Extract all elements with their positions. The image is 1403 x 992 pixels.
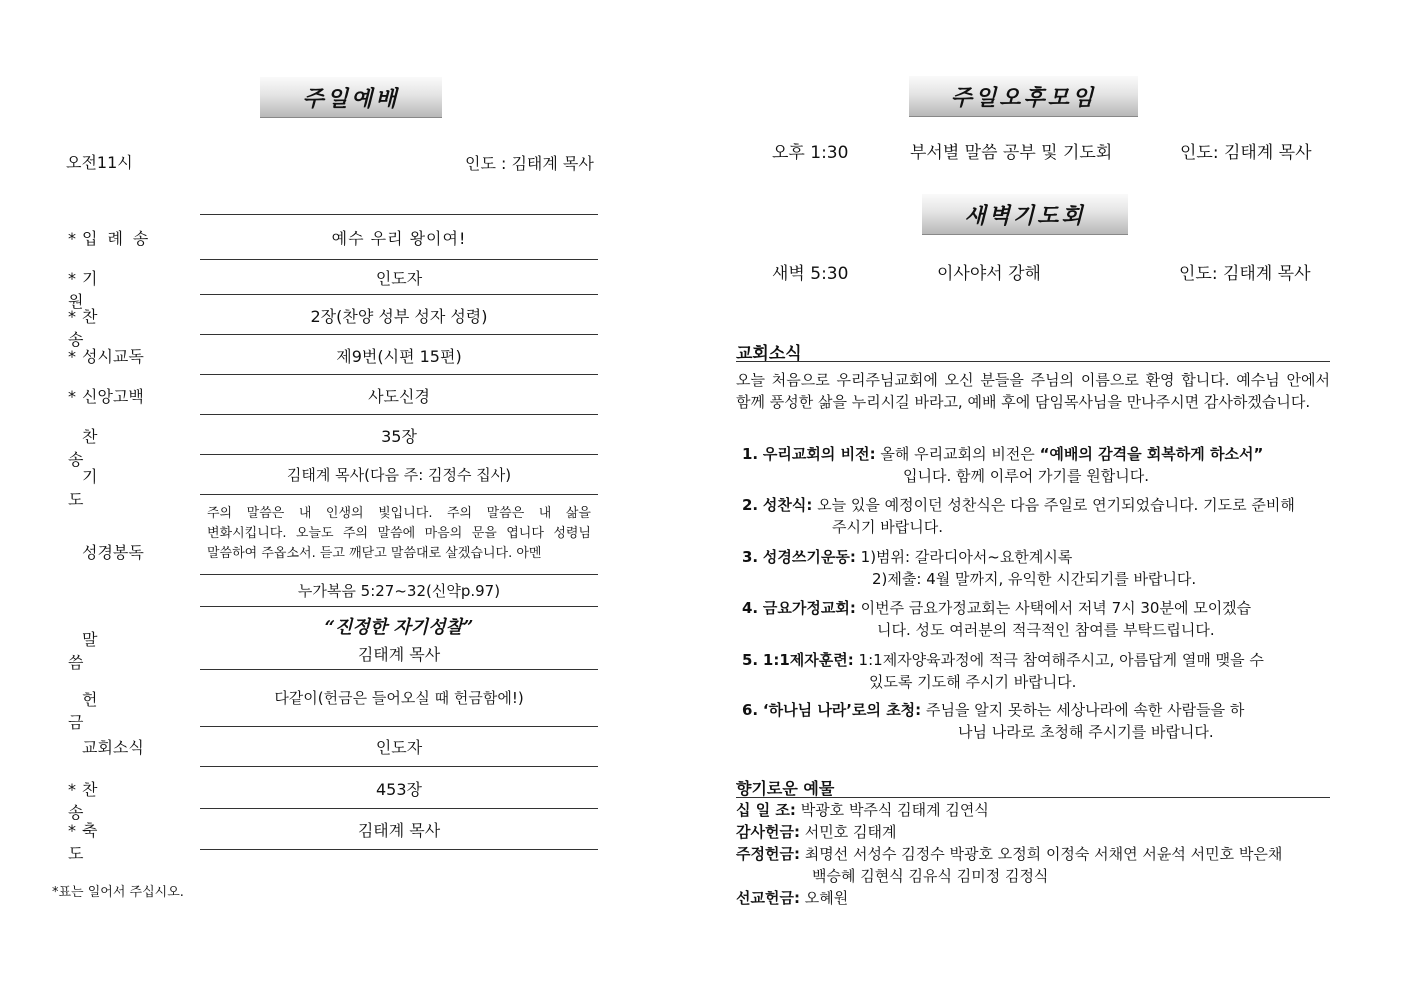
afternoon-banner: 주일오후모임 bbox=[909, 76, 1138, 117]
order-value: 35장 bbox=[381, 427, 417, 446]
dawn-leader: 인도: 김태계 목사 bbox=[1179, 264, 1311, 284]
order-label: * 신앙고백 bbox=[68, 387, 144, 406]
order-value: 예수 우리 왕이여! bbox=[331, 229, 467, 248]
gift-row: 십 일 조: 박광호 박주식 김태계 김연식 bbox=[736, 801, 989, 819]
news-item: 2. 성찬식: 오늘 있을 예정이던 성찬식은 다음 주일로 연기되었습니다. 기도로 준비해 주시기 바랍니다. bbox=[742, 496, 1295, 536]
divider bbox=[200, 726, 598, 727]
divider bbox=[200, 214, 598, 215]
order-label: 찬송 bbox=[68, 427, 132, 469]
order-label: * 찬송 bbox=[68, 307, 132, 349]
gifts-heading: 향기로운 예물 bbox=[736, 779, 835, 798]
order-value: 제9번(시편 15편) bbox=[336, 347, 462, 366]
reading-label: 성경봉독 bbox=[82, 543, 144, 562]
news-heading: 교회소식 bbox=[736, 344, 802, 364]
gift-row: 감사헌금: 서민호 김태계 bbox=[736, 823, 897, 841]
gift-row: 선교헌금: 오혜원 bbox=[736, 889, 849, 907]
order-value: 인도자 bbox=[375, 738, 423, 757]
divider bbox=[200, 494, 598, 495]
news-item: 1. 우리교회의 비전: 올해 우리교회의 비전은 “예배의 감격을 회복하게 하소서” 입니다. 함께 이루어 가기를 원합니다. bbox=[742, 445, 1264, 485]
divider bbox=[200, 574, 598, 575]
order-value: 사도신경 bbox=[368, 387, 430, 406]
order-value: 2장(찬양 성부 성자 성령) bbox=[310, 307, 488, 326]
news-intro: 오늘 처음으로 우리주님교회에 오신 분들을 주님의 이름으로 환영 합니다. 예수님 안에서 함께 풍성한 삶을 누리시길 바라고, 예배 후에 담임목사님을 만나주시면 감사하겠습니다. bbox=[736, 371, 1330, 411]
divider bbox=[200, 766, 598, 767]
order-label: * 성시교독 bbox=[68, 347, 144, 366]
order-value: 인도자 bbox=[375, 269, 423, 288]
standing-note: *표는 일어서 주십시오. bbox=[52, 885, 184, 900]
reading-passage: 누가복음 5:27~32(신약p.97) bbox=[297, 582, 501, 600]
divider bbox=[200, 849, 598, 850]
order-value: 김태계 목사(다음 주: 김정수 집사) bbox=[286, 466, 512, 484]
sermon-label: 말씀 bbox=[68, 630, 132, 672]
order-value: 김태계 목사 bbox=[357, 821, 441, 840]
divider bbox=[736, 797, 1330, 798]
divider bbox=[736, 361, 1330, 362]
dawn-banner: 새벽기도회 bbox=[922, 194, 1128, 235]
order-label: * 축도 bbox=[68, 821, 132, 863]
news-item: 5. 1:1제자훈련: 1:1제자양육과정에 적극 참여해주시고, 아름답게 열매 맺을 수 있도록 기도해 주시기 바랍니다. bbox=[742, 651, 1264, 691]
worship-leader: 인도 : 김태계 목사 bbox=[465, 154, 594, 173]
afternoon-desc: 부서별 말씀 공부 및 기도회 bbox=[910, 143, 1113, 163]
worship-banner: 주일예배 bbox=[260, 77, 442, 118]
divider bbox=[200, 606, 598, 607]
order-label: * 찬송 bbox=[68, 780, 132, 822]
divider bbox=[200, 454, 598, 455]
divider bbox=[200, 808, 598, 809]
afternoon-time: 오후 1:30 bbox=[772, 143, 849, 163]
gift-row: 백승혜 김현식 김유식 김미정 김정식 bbox=[812, 867, 1049, 885]
afternoon-leader: 인도: 김태계 목사 bbox=[1180, 143, 1312, 163]
news-item: 4. 금요가정교회: 이번주 금요가정교회는 사택에서 저녁 7시 30분에 모이겠습 니다. 성도 여러분의 적극적인 참여를 부탁드립니다. bbox=[742, 599, 1252, 639]
order-label: 헌금 bbox=[68, 690, 132, 732]
news-item: 3. 성경쓰기운동: 1)범위: 갈라디아서~요한계시록 2)제출: 4월 말까지, 유익한 시간되기를 바랍니다. bbox=[742, 548, 1197, 588]
divider bbox=[200, 414, 598, 415]
order-label: * 입례송 bbox=[68, 229, 159, 248]
divider bbox=[200, 374, 598, 375]
dawn-desc: 이사야서 강해 bbox=[937, 264, 1041, 284]
order-value: 453장 bbox=[376, 780, 422, 799]
order-value: 다같이(헌금은 들어오실 때 헌금함에!) bbox=[274, 689, 524, 707]
order-label: 기도 bbox=[68, 467, 132, 509]
reading-prayer: 주의 말씀은 내 인생의 빛입니다. 주의 말씀은 내 삶을 변화시킵니다. 오늘도 주의 말씀에 마음의 문을 엽니다 성령님 말씀하여 주옵소서. 듣고 깨닫고 말씀대로 살겠습니다. 아멘 bbox=[207, 506, 591, 561]
divider bbox=[200, 294, 598, 295]
worship-time: 오전11시 bbox=[66, 153, 133, 172]
divider bbox=[200, 669, 598, 670]
dawn-time: 새벽 5:30 bbox=[772, 264, 849, 284]
gift-row: 주정헌금: 최명선 서성수 김정수 박광호 오정희 이정숙 서채연 서윤석 서민호 박은채 bbox=[736, 845, 1283, 863]
order-label: * 기원 bbox=[68, 269, 132, 311]
sermon-preacher: 김태계 목사 bbox=[357, 645, 441, 664]
order-label: 교회소식 bbox=[82, 738, 144, 757]
news-item: 6. ‘하나님 나라’로의 초청: 주님을 알지 못하는 세상나라에 속한 사람들을 하 나님 나라로 초청해 주시기를 바랍니다. bbox=[742, 701, 1245, 741]
divider bbox=[200, 334, 598, 335]
sermon-title: “진정한 자기성찰” bbox=[324, 617, 474, 638]
divider bbox=[200, 259, 598, 260]
